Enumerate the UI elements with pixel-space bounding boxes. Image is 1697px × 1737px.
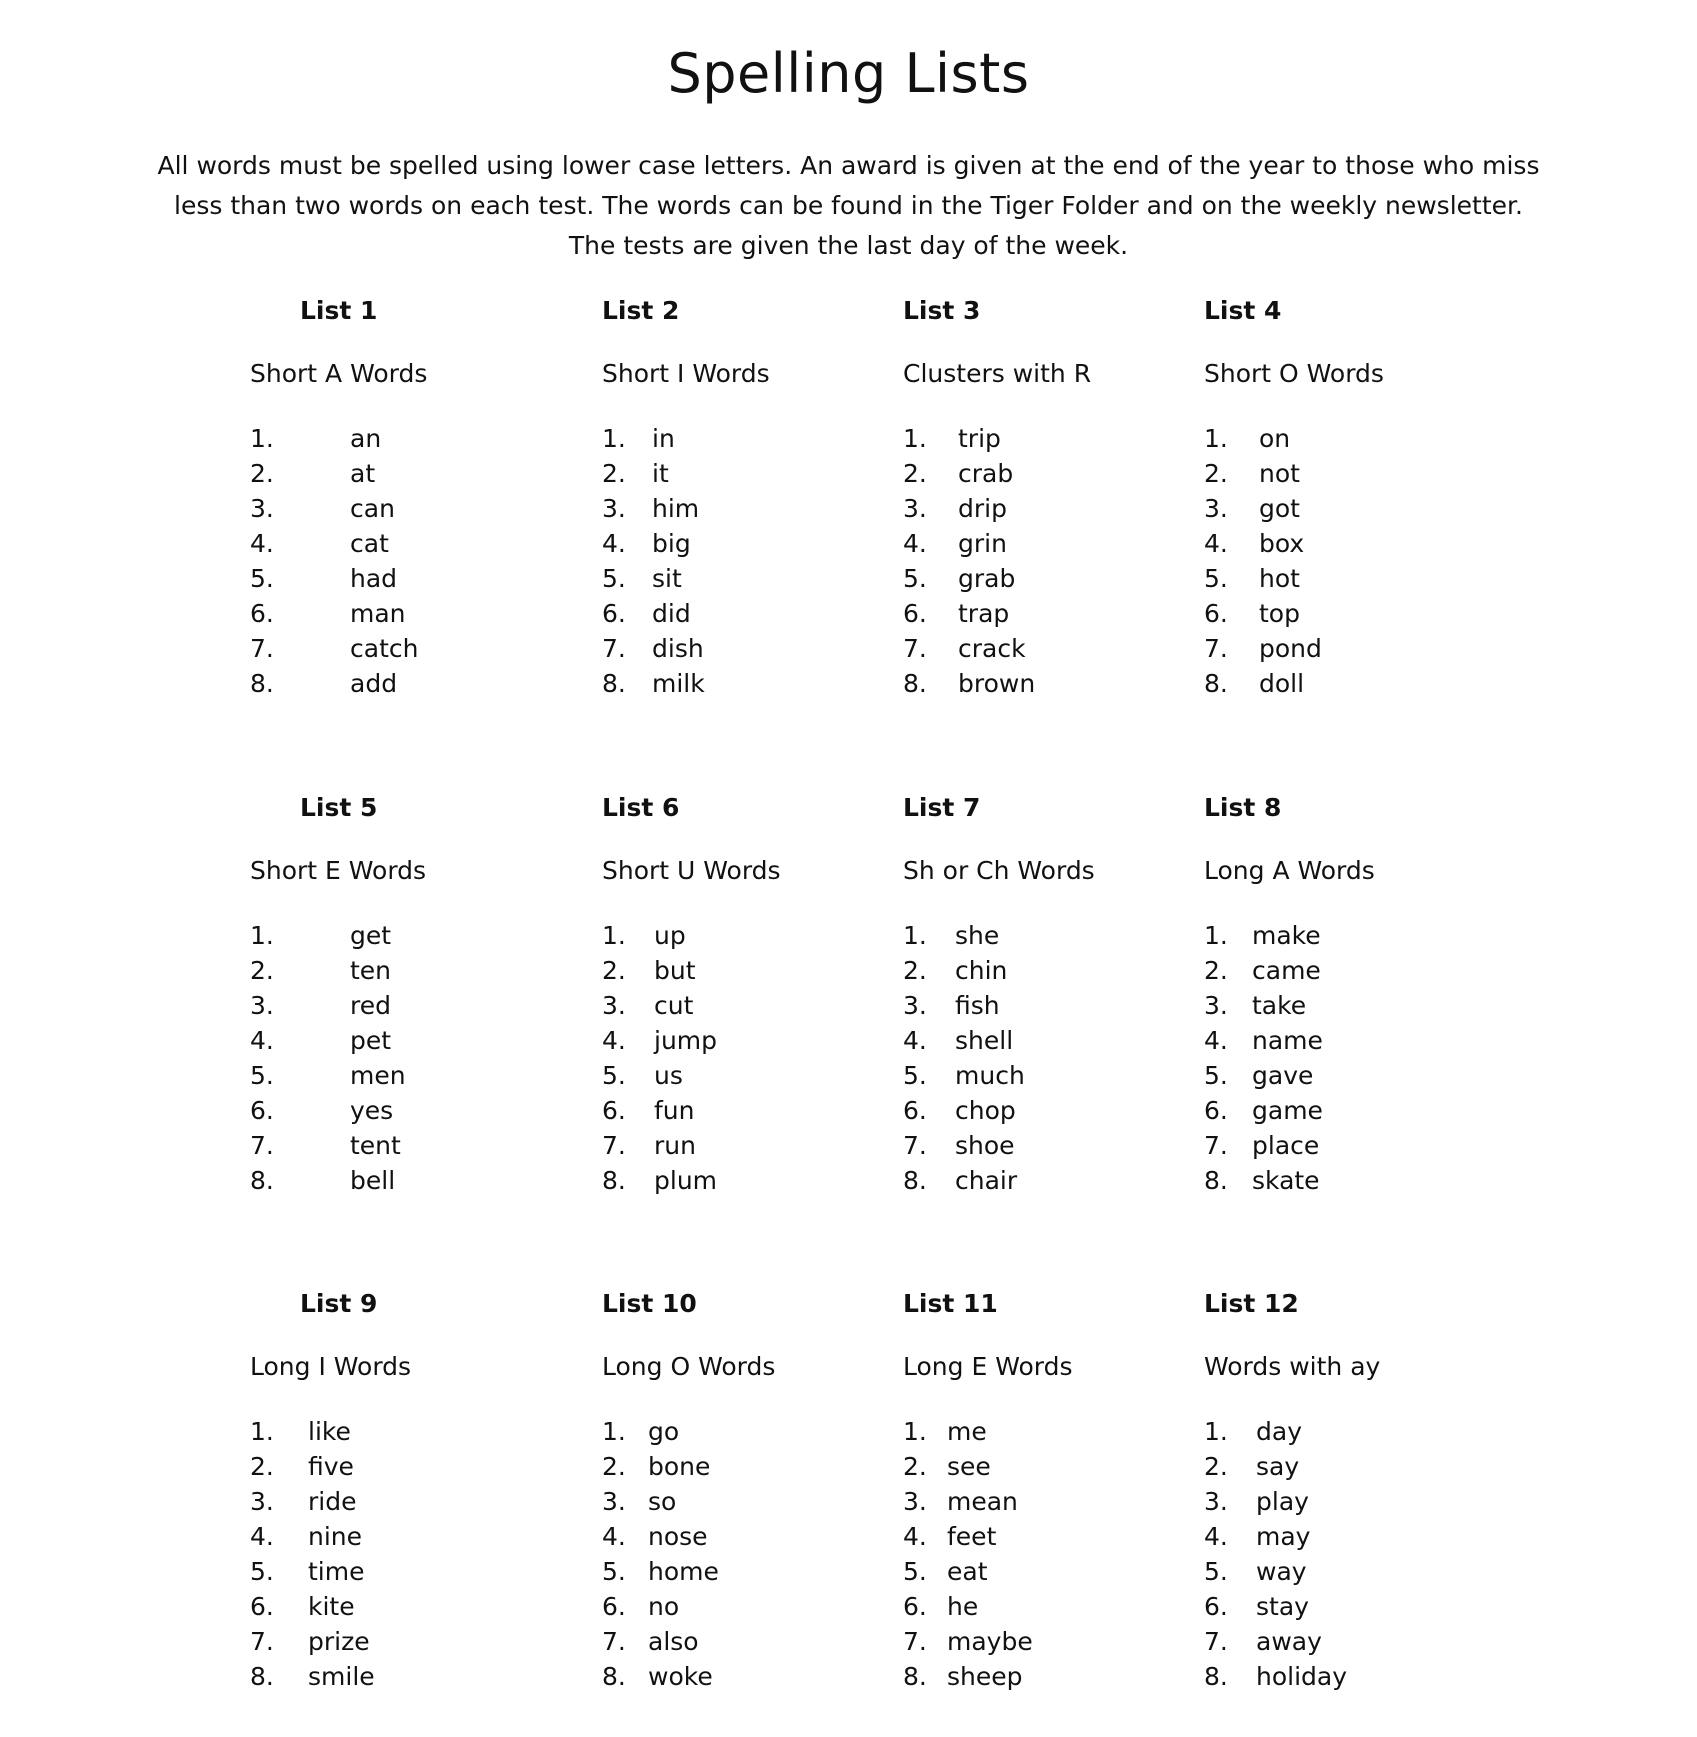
word-number: 1. [903,424,927,453]
word-number: 7. [602,1131,626,1160]
word-text: also [648,1627,699,1656]
word-text: no [648,1592,680,1621]
list-header: List 6 [602,793,680,822]
word-text: box [1259,529,1305,558]
word-text: game [1252,1096,1323,1125]
list-header: List 10 [602,1289,697,1318]
spelling-list [602,793,892,1195]
spelling-list [602,296,892,698]
word-number: 2. [1204,1452,1228,1481]
word-number: 5. [903,1557,927,1586]
spelling-list [903,296,1193,698]
word-text: run [654,1131,696,1160]
word-text: sheep [947,1662,1023,1691]
word-text: ten [350,956,392,985]
word-text: nose [648,1522,708,1551]
word-text: woke [648,1662,713,1691]
word-text: prize [308,1627,370,1656]
word-number: 3. [602,494,626,523]
word-number: 2. [1204,956,1228,985]
word-text: us [654,1061,683,1090]
word-text: say [1256,1452,1300,1481]
word-number: 7. [903,1627,927,1656]
word-text: add [350,669,398,698]
word-text: it [652,459,669,488]
word-text: pet [350,1026,392,1055]
list-subtitle: Long I Words [250,1352,412,1381]
word-text: take [1252,991,1307,1020]
word-number: 6. [903,1096,927,1125]
word-text: eat [947,1557,988,1586]
list-subtitle: Long O Words [602,1352,776,1381]
word-text: yes [350,1096,394,1125]
list-subtitle: Short O Words [1204,359,1384,388]
word-text: but [654,956,696,985]
word-number: 3. [903,991,927,1020]
word-text: home [648,1557,719,1586]
spelling-list [250,793,540,1195]
word-text: not [1259,459,1300,488]
list-header: List 3 [903,296,981,325]
word-number: 4. [602,1522,626,1551]
list-subtitle: Long E Words [903,1352,1073,1381]
word-number: 6. [903,1592,927,1621]
word-number: 6. [1204,1096,1228,1125]
word-number: 6. [602,1096,626,1125]
word-number: 8. [250,1166,274,1195]
word-text: men [350,1061,406,1090]
word-number: 3. [250,494,274,523]
word-text: top [1259,599,1300,628]
word-text: five [308,1452,354,1481]
word-text: nine [308,1522,363,1551]
word-text: day [1256,1417,1302,1446]
word-number: 3. [1204,494,1228,523]
word-number: 5. [602,1557,626,1586]
word-text: like [308,1417,351,1446]
word-number: 1. [250,1417,274,1446]
list-subtitle: Clusters with R [903,359,1092,388]
word-text: bone [648,1452,711,1481]
word-text: may [1256,1522,1311,1551]
intro-line: All words must be spelled using lower case letters. An award is given at the end of the year to those who miss [157,151,1540,180]
word-number: 3. [903,1487,927,1516]
word-text: maybe [947,1627,1033,1656]
word-number: 3. [903,494,927,523]
word-text: stay [1256,1592,1309,1621]
word-number: 2. [1204,459,1228,488]
word-number: 5. [1204,1061,1228,1090]
list-header: List 11 [903,1289,998,1318]
word-text: cat [350,529,389,558]
list-subtitle: Long A Words [1204,856,1375,885]
word-number: 7. [1204,1131,1228,1160]
word-number: 7. [602,1627,626,1656]
word-text: drip [958,494,1007,523]
word-text: came [1252,956,1321,985]
list-subtitle: Short I Words [602,359,770,388]
list-header: List 8 [1204,793,1282,822]
word-text: doll [1259,669,1305,698]
word-text: can [350,494,395,523]
word-number: 8. [903,1662,927,1691]
word-number: 4. [602,1026,626,1055]
word-number: 5. [903,564,927,593]
word-text: sit [652,564,682,593]
intro-line: less than two words on each test. The words can be found in the Tiger Folder and on the weekly newsletter. [174,191,1523,220]
word-text: mean [947,1487,1018,1516]
word-number: 1. [1204,1417,1228,1446]
spelling-list [250,296,540,698]
list-header: List 7 [903,793,981,822]
word-text: got [1259,494,1300,523]
word-text: on [1259,424,1291,453]
word-text: holiday [1256,1662,1348,1691]
word-text: place [1252,1131,1320,1160]
word-number: 7. [250,1627,274,1656]
word-text: him [652,494,700,523]
word-number: 7. [250,634,274,663]
word-text: so [648,1487,677,1516]
list-header: List 12 [1204,1289,1299,1318]
list-header: List 4 [1204,296,1282,325]
word-text: crack [958,634,1026,663]
word-number: 8. [1204,1662,1228,1691]
spelling-list [1204,1289,1494,1691]
word-text: brown [958,669,1036,698]
word-text: trip [958,424,1001,453]
word-text: pond [1259,634,1322,663]
word-number: 8. [903,669,927,698]
word-text: trap [958,599,1010,628]
word-text: grab [958,564,1016,593]
word-number: 8. [602,1662,626,1691]
word-text: chin [955,956,1008,985]
word-number: 2. [602,459,626,488]
word-number: 5. [903,1061,927,1090]
word-number: 7. [1204,634,1228,663]
word-number: 8. [602,669,626,698]
word-number: 4. [903,529,927,558]
list-header: List 1 [300,296,378,325]
intro-paragraph [0,146,1697,266]
word-text: hot [1259,564,1300,593]
word-text: she [955,921,1000,950]
word-number: 3. [602,1487,626,1516]
word-text: shell [955,1026,1014,1055]
word-text: red [350,991,391,1020]
list-subtitle: Short U Words [602,856,781,885]
word-text: crab [958,459,1014,488]
word-text: chair [955,1166,1018,1195]
word-text: he [947,1592,979,1621]
word-text: time [308,1557,365,1586]
list-header: List 9 [300,1289,378,1318]
word-number: 3. [250,1487,274,1516]
word-number: 1. [602,921,626,950]
word-number: 5. [250,1061,274,1090]
list-subtitle: Short A Words [250,359,428,388]
word-text: much [955,1061,1025,1090]
word-text: dish [652,634,704,663]
word-number: 2. [602,1452,626,1481]
word-number: 1. [903,921,927,950]
word-number: 2. [903,459,927,488]
word-number: 7. [250,1131,274,1160]
word-number: 1. [1204,424,1228,453]
word-number: 6. [602,599,626,628]
word-number: 2. [250,956,274,985]
word-number: 6. [250,599,274,628]
word-text: had [350,564,398,593]
word-text: get [350,921,392,950]
word-number: 2. [903,1452,927,1481]
word-number: 1. [250,424,274,453]
word-text: jump [654,1026,718,1055]
word-number: 8. [602,1166,626,1195]
word-text: skate [1252,1166,1320,1195]
word-number: 6. [250,1096,274,1125]
word-text: up [654,921,686,950]
word-text: did [652,599,691,628]
word-number: 1. [602,1417,626,1446]
word-number: 1. [602,424,626,453]
word-number: 2. [250,1452,274,1481]
word-number: 4. [250,1026,274,1055]
word-number: 3. [602,991,626,1020]
word-text: shoe [955,1131,1015,1160]
word-text: go [648,1417,680,1446]
word-number: 4. [250,529,274,558]
word-number: 8. [903,1166,927,1195]
word-text: catch [350,634,419,663]
word-number: 6. [1204,599,1228,628]
word-text: ride [308,1487,357,1516]
spelling-list [602,1289,892,1691]
word-number: 2. [602,956,626,985]
word-number: 4. [1204,1026,1228,1055]
word-number: 2. [903,956,927,985]
word-text: way [1256,1557,1307,1586]
list-header: List 2 [602,296,680,325]
spelling-list [903,793,1193,1195]
word-text: away [1256,1627,1322,1656]
word-text: me [947,1417,987,1446]
word-number: 6. [903,599,927,628]
word-text: big [652,529,691,558]
word-number: 7. [903,634,927,663]
word-number: 5. [602,1061,626,1090]
word-text: an [350,424,382,453]
spelling-list [250,1289,540,1691]
word-text: milk [652,669,705,698]
word-text: bell [350,1166,396,1195]
word-text: name [1252,1026,1323,1055]
spelling-list [1204,793,1494,1195]
word-number: 5. [1204,1557,1228,1586]
list-subtitle: Sh or Ch Words [903,856,1095,885]
word-number: 7. [1204,1627,1228,1656]
word-number: 4. [602,529,626,558]
word-text: at [350,459,376,488]
word-text: grin [958,529,1007,558]
word-number: 3. [250,991,274,1020]
word-text: chop [955,1096,1016,1125]
word-number: 4. [1204,1522,1228,1551]
word-text: man [350,599,406,628]
word-text: tent [350,1131,401,1160]
word-number: 6. [250,1592,274,1621]
word-text: plum [654,1166,718,1195]
spelling-list [1204,296,1494,698]
word-number: 4. [903,1522,927,1551]
word-number: 8. [1204,1166,1228,1195]
word-number: 5. [250,564,274,593]
word-number: 6. [1204,1592,1228,1621]
word-number: 7. [602,634,626,663]
word-text: in [652,424,675,453]
word-text: see [947,1452,991,1481]
list-header: List 5 [300,793,378,822]
word-text: fun [654,1096,695,1125]
word-number: 6. [602,1592,626,1621]
word-number: 8. [250,1662,274,1691]
word-text: cut [654,991,694,1020]
word-number: 8. [250,669,274,698]
word-text: fish [955,991,1000,1020]
word-text: feet [947,1522,997,1551]
page-title: Spelling Lists [667,42,1030,105]
word-number: 5. [602,564,626,593]
spelling-list [903,1289,1193,1691]
word-number: 3. [1204,991,1228,1020]
word-number: 1. [250,921,274,950]
word-number: 7. [903,1131,927,1160]
list-subtitle: Short E Words [250,856,427,885]
word-number: 4. [1204,529,1228,558]
word-number: 2. [250,459,274,488]
word-text: make [1252,921,1321,950]
word-number: 4. [250,1522,274,1551]
word-number: 1. [903,1417,927,1446]
word-number: 3. [1204,1487,1228,1516]
word-number: 5. [250,1557,274,1586]
word-number: 8. [1204,669,1228,698]
word-text: kite [308,1592,355,1621]
word-text: smile [308,1662,375,1691]
word-text: gave [1252,1061,1314,1090]
word-number: 5. [1204,564,1228,593]
word-text: play [1256,1487,1309,1516]
list-subtitle: Words with ay [1204,1352,1381,1381]
word-number: 1. [1204,921,1228,950]
word-number: 4. [903,1026,927,1055]
intro-line: The tests are given the last day of the week. [568,231,1129,260]
